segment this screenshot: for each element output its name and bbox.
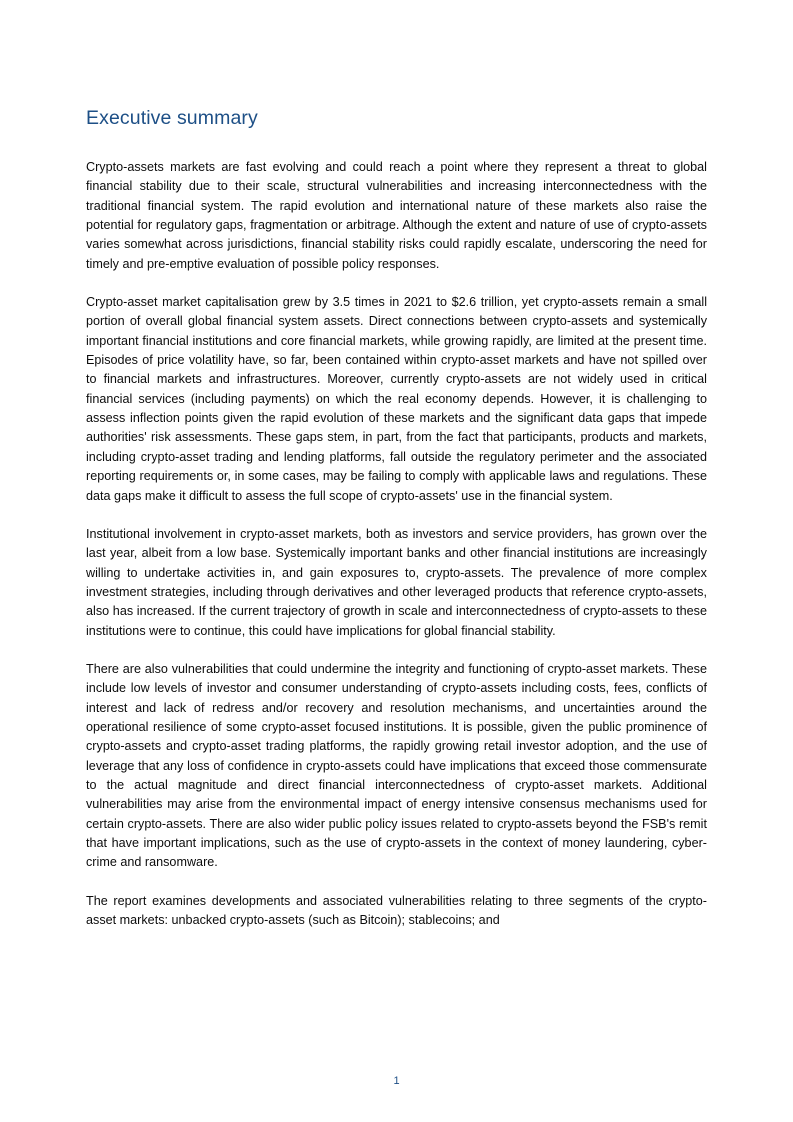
paragraph-5: The report examines developments and associated vulnerabilities relating to three segments of the crypto-asset markets: unbacked crypto-assets (such as Bitcoin); stablecoins; and <box>86 893 707 928</box>
page-title: Executive summary <box>86 107 258 129</box>
paragraph-2: Crypto-asset market capitalisation grew by 3.5 times in 2021 to $2.6 trillion, yet crypto-assets remain a small portion of overall global financial system assets. Direct connections between crypto-assets and systemically important financial institutions and core financial markets, while growing rapidly, are limited at the present time. Episodes of price volatility have, so far, been contained within crypto-asset markets and have not spilled over to financial markets and infrastructures. Moreover, currently crypto-assets are not widely used in critical financial services (including payments) on which the real economy depends. However, it is challenging to assess inflection points given the rapid evolution of these markets and the significant data gaps that impede authorities' risk assessments. These gaps stem, in part, from the fact that participants, products and markets, including crypto-asset trading and lending platforms, fall outside the regulatory perimeter and the associated reporting requirements or, in some cases, may be failing to comply with applicable laws and regulations. These data gaps make it difficult to assess the full scope of crypto-assets' use in the financial system. <box>86 295 707 503</box>
document-body <box>86 106 707 930</box>
paragraph-4: There are also vulnerabilities that could undermine the integrity and functioning of crypto-asset markets. These include low levels of investor and consumer understanding of crypto-assets including costs, fees, conflicts of interest and lack of redress and/or recovery and resolution mechanisms, and uncertainties around the operational resilience of some crypto-asset focused institutions. It is possible, given the public prominence of crypto-assets and crypto-asset trading platforms, the rapidly growing retail investor adoption, and the use of leverage that any loss of confidence in crypto-assets could have implications that exceed those commensurate to the actual magnitude and direct financial interconnectedness of crypto-asset markets. Additional vulnerabilities may arise from the environmental impact of energy intensive consensus mechanisms used for certain crypto-assets. There are also wider public policy issues related to crypto-assets beyond the FSB's remit that have important implications, such as the use of crypto-assets in the context of money laundering, cyber-crime and ransomware. <box>86 661 707 870</box>
page-number: 1 <box>393 1075 400 1087</box>
paragraph-3: Institutional involvement in crypto-asset markets, both as investors and service providers, has grown over the last year, albeit from a low base. Systemically important banks and other financial institutions are increasingly willing to undertake activities in, and gain exposures to, crypto-assets. The prevalence of more complex investment strategies, including through derivatives and other leveraged products that reference crypto-assets, also has increased. If the current trajectory of growth in scale and interconnectedness of crypto-assets to these institutions were to continue, this could have implications for global financial stability. <box>86 526 707 638</box>
paragraph-1: Crypto-assets markets are fast evolving and could reach a point where they represent a threat to global financial stability due to their scale, structural vulnerabilities and increasing interconnectedness with the traditional financial system. The rapid evolution and international nature of these markets also raise the potential for regulatory gaps, fragmentation or arbitrage. Although the extent and nature of use of crypto-assets varies somewhat across jurisdictions, financial stability risks could rapidly escalate, underscoring the need for timely and pre-emptive evaluation of possible policy responses. <box>86 160 707 271</box>
